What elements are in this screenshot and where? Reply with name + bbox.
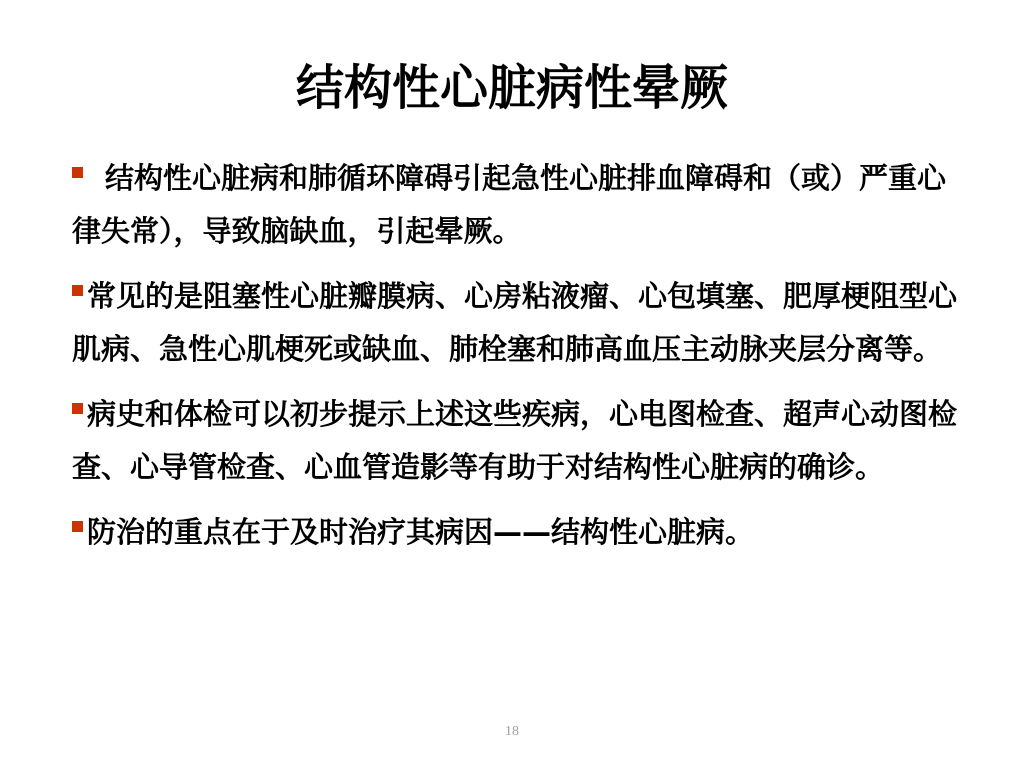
bullet-item-3	[72, 388, 972, 494]
bullet-item-1	[72, 152, 972, 258]
bullet-text-2: 常见的是阻塞性心脏瓣膜病、心房粘液瘤、心包填塞、肥厚梗阻型心肌病、急性心肌梗死或缺血、肺栓塞和肺高血压主动脉夹层分离等。	[72, 279, 958, 366]
bullet-text-1: 结构性心脏病和肺循环障碍引起急性心脏排血障碍和（或）严重心律失常），导致脑缺血，引起晕厥。	[72, 161, 947, 248]
slide-title: 结构性心脏病性晕厥	[295, 60, 728, 116]
square-bullet-icon	[72, 521, 83, 532]
bullet-item-2	[72, 270, 972, 376]
bullet-item-4	[72, 506, 972, 559]
bullet-list	[72, 152, 972, 559]
square-bullet-icon	[72, 167, 83, 178]
bullet-text-3: 病史和体检可以初步提示上述这些疾病，心电图检查、超声心动图检查、心导管检查、心血管造影等有助于对结构性心脏病的确诊。	[72, 397, 958, 484]
page-number: 18	[505, 724, 519, 739]
bullet-text-4: 防治的重点在于及时治疗其病因——结构性心脏病。	[87, 515, 755, 549]
square-bullet-icon	[72, 403, 83, 414]
square-bullet-icon	[72, 285, 83, 296]
